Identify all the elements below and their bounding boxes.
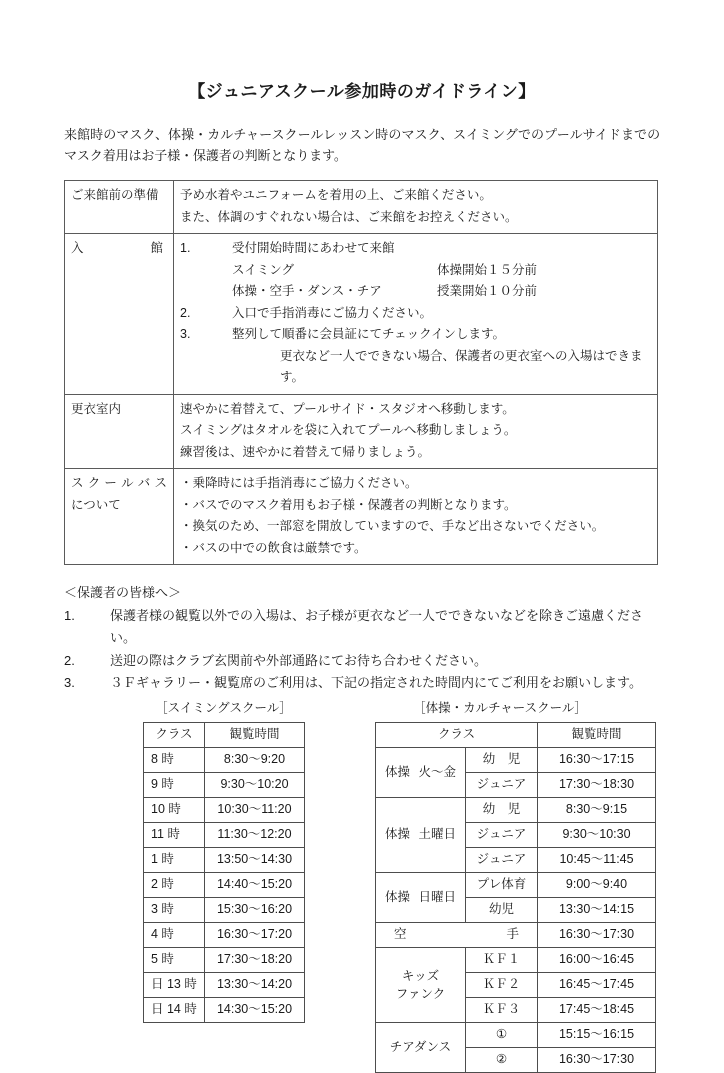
group-label-part: 日曜日 bbox=[418, 889, 456, 904]
cell-time: 9:30～10:20 bbox=[205, 773, 305, 798]
cell-time: 15:15～16:15 bbox=[538, 1023, 656, 1048]
numbered-item bbox=[180, 324, 651, 346]
table-row bbox=[144, 773, 305, 798]
cell-subclass: 幼 児 bbox=[466, 748, 538, 773]
cell-class: 11 時 bbox=[144, 823, 205, 848]
item-text: ３Ｆギャラリー・観覧席のご利用は、下記の指定された時間内にてご利用をお願いします。 bbox=[110, 674, 642, 690]
cell-time: 15:30～16:20 bbox=[205, 898, 305, 923]
row-content-entry bbox=[174, 234, 658, 395]
guideline-table bbox=[64, 180, 658, 565]
culture-schedule-table bbox=[375, 722, 656, 1073]
row-label-school-bus bbox=[65, 469, 174, 565]
cell-time: 17:45～18:45 bbox=[538, 998, 656, 1023]
cell-time: 16:00～16:45 bbox=[538, 948, 656, 973]
group-label-line-1: キッズ bbox=[401, 969, 440, 984]
cell-subclass: 幼児 bbox=[466, 898, 538, 923]
table-row bbox=[144, 923, 305, 948]
group-label-part: 火～金 bbox=[418, 764, 456, 779]
table-row bbox=[144, 823, 305, 848]
group-label-gym-weekday bbox=[376, 748, 466, 798]
table-row bbox=[376, 923, 656, 948]
cell-class: 5 時 bbox=[144, 948, 205, 973]
cell-subclass: ＫＦ３ bbox=[466, 998, 538, 1023]
table-row bbox=[144, 998, 305, 1023]
cell-subclass: ② bbox=[466, 1048, 538, 1073]
group-label-part: 体操 bbox=[385, 827, 411, 842]
cell-subclass: 幼 児 bbox=[466, 798, 538, 823]
cell-class: 3 時 bbox=[144, 898, 205, 923]
cell-subclass: ＫＦ１ bbox=[466, 948, 538, 973]
table-row bbox=[376, 1023, 656, 1048]
indented-item bbox=[180, 260, 651, 282]
cell-time: 16:45～17:45 bbox=[538, 973, 656, 998]
label-char: バ bbox=[137, 476, 151, 491]
schedule-captions bbox=[64, 698, 660, 720]
cell-time: 16:30～17:20 bbox=[205, 923, 305, 948]
cell-subclass: ジュニア bbox=[466, 773, 538, 798]
table-row bbox=[376, 948, 656, 973]
table-row bbox=[65, 394, 658, 469]
column-header-time: 観覧時間 bbox=[205, 723, 305, 748]
cell-class: 1 時 bbox=[144, 848, 205, 873]
table-row bbox=[65, 181, 658, 234]
table-header-row bbox=[144, 723, 305, 748]
text-line: スイミングはタオルを袋に入れてプールへ移動しましょう。 bbox=[180, 423, 517, 438]
label-char: 館 bbox=[150, 241, 163, 256]
parents-notice-heading: ＜保護者の皆様へ＞ bbox=[64, 585, 182, 601]
cell-time: 9:00～9:40 bbox=[538, 873, 656, 898]
item-text: 送迎の際はクラブ玄関前や外部通路にてお待ち合わせください。 bbox=[110, 652, 488, 668]
table-row bbox=[144, 948, 305, 973]
numbered-item bbox=[180, 238, 651, 260]
item-number: 2. bbox=[180, 305, 191, 320]
list-item bbox=[64, 650, 660, 672]
cell-time: 14:30～15:20 bbox=[205, 998, 305, 1023]
text-line: また、体調のすぐれない場合は、ご来館をお控えください。 bbox=[180, 209, 518, 224]
item-number: 1. bbox=[64, 607, 75, 623]
cell-class: 8 時 bbox=[144, 748, 205, 773]
bullet-line: ・バスでのマスク着用もお子様・保護者の判断となります。 bbox=[180, 497, 517, 512]
cell-time: 14:40～15:20 bbox=[205, 873, 305, 898]
group-label-karate bbox=[376, 923, 538, 948]
row-content-locker-room bbox=[174, 394, 658, 469]
cell-subclass: ジュニア bbox=[466, 823, 538, 848]
bullet-line: ・バスの中での飲食は厳禁です。 bbox=[180, 540, 367, 555]
numbered-item bbox=[180, 303, 651, 325]
label-line-2: について bbox=[71, 497, 121, 512]
cell-time: 17:30～18:30 bbox=[538, 773, 656, 798]
cell-time: 16:30～17:15 bbox=[538, 748, 656, 773]
row-label-entry bbox=[65, 234, 174, 395]
cell-class: 日 14 時 bbox=[144, 998, 205, 1023]
table-row bbox=[376, 873, 656, 898]
label-line-1 bbox=[71, 473, 167, 495]
list-item bbox=[64, 605, 660, 650]
table-row bbox=[144, 873, 305, 898]
table-row bbox=[65, 469, 658, 565]
group-label-line-2: ファンク bbox=[395, 987, 446, 1002]
item-value: 授業開始１０分前 bbox=[437, 284, 538, 299]
item-number: 1. bbox=[180, 241, 191, 256]
table-row bbox=[65, 234, 658, 395]
bullet-line: ・換気のため、一部窓を開放していますので、手など出さないでください。 bbox=[180, 519, 605, 534]
cell-subclass: ジュニア bbox=[466, 848, 538, 873]
group-label-gym-sunday bbox=[376, 873, 466, 923]
row-label-locker-room: 更衣室内 bbox=[65, 394, 174, 469]
cell-class: 4 時 bbox=[144, 923, 205, 948]
indented-item: 更衣など一人でできない場合、保護者の更衣室への入場はできます。 bbox=[280, 348, 643, 385]
column-header-time: 観覧時間 bbox=[538, 723, 656, 748]
table-row bbox=[376, 748, 656, 773]
group-label-part: 空 bbox=[394, 927, 407, 942]
cell-class: 9 時 bbox=[144, 773, 205, 798]
item-text: 整列して順番に会員証にてチェックインします。 bbox=[232, 327, 506, 342]
schedule-tables bbox=[64, 722, 660, 1067]
table-row bbox=[144, 798, 305, 823]
group-label-part: 手 bbox=[506, 927, 520, 942]
cell-subclass: ＫＦ２ bbox=[466, 973, 538, 998]
item-number: 2. bbox=[64, 652, 75, 668]
item-number: 3. bbox=[64, 674, 75, 690]
swimming-schedule-table bbox=[143, 722, 305, 1023]
item-label: 体操・空手・ダンス・チア bbox=[232, 284, 382, 299]
group-label-part: 土曜日 bbox=[418, 827, 456, 842]
item-text: 保護者様の観覧以外での入場は、お子様が更衣など一人でできないなどを除きご遠慮ください。 bbox=[110, 607, 644, 646]
group-label-kids-funk bbox=[376, 948, 466, 1023]
cell-time: 8:30～9:15 bbox=[538, 798, 656, 823]
row-label-preparation: ご来館前の準備 bbox=[65, 181, 174, 234]
item-text: 入口で手指消毒にご協力ください。 bbox=[232, 305, 433, 320]
group-label-part: 体操 bbox=[385, 764, 411, 779]
label-char: ー bbox=[104, 476, 117, 491]
cell-class: 10 時 bbox=[144, 798, 205, 823]
cell-class: 2 時 bbox=[144, 873, 205, 898]
item-text: 受付開始時間にあわせて来館 bbox=[232, 241, 395, 256]
cell-time: 16:30～17:30 bbox=[538, 923, 656, 948]
label-char: ス bbox=[154, 476, 167, 491]
table-row bbox=[376, 798, 656, 823]
text-line: 速やかに着替えて、プールサイド・スタジオへ移動します。 bbox=[180, 401, 515, 416]
indented-item bbox=[180, 281, 651, 303]
group-label-gym-saturday bbox=[376, 798, 466, 873]
cell-time: 16:30～17:30 bbox=[538, 1048, 656, 1073]
item-label: スイミング bbox=[232, 262, 295, 277]
cell-time: 17:30～18:20 bbox=[205, 948, 305, 973]
text-line: 練習後は、速やかに着替えて帰りましょう。 bbox=[180, 444, 431, 459]
row-content-preparation bbox=[174, 181, 658, 234]
label-char: 入 bbox=[71, 241, 84, 256]
table-header-row bbox=[376, 723, 656, 748]
label-char: ル bbox=[121, 476, 134, 491]
column-header-class: クラス bbox=[376, 723, 538, 748]
group-label-part: 体操 bbox=[385, 889, 411, 904]
culture-schedule-caption: ［体操・カルチャースクール］ bbox=[413, 701, 587, 716]
cell-time: 10:45～11:45 bbox=[538, 848, 656, 873]
list-item bbox=[64, 672, 660, 694]
cell-class: 日 13 時 bbox=[144, 973, 205, 998]
item-value: 体操開始１５分前 bbox=[437, 262, 538, 277]
text-line: 予め水着やユニフォームを着用の上、ご来館ください。 bbox=[180, 188, 492, 203]
cell-time: 8:30～9:20 bbox=[205, 748, 305, 773]
table-row bbox=[144, 848, 305, 873]
table-row bbox=[144, 898, 305, 923]
bullet-line: ・乗降時には手指消毒にご協力ください。 bbox=[180, 476, 418, 491]
table-row bbox=[144, 748, 305, 773]
cell-subclass: ① bbox=[466, 1023, 538, 1048]
column-header-class: クラス bbox=[144, 723, 205, 748]
cell-time: 9:30～10:30 bbox=[538, 823, 656, 848]
row-content-school-bus bbox=[174, 469, 658, 565]
group-label-cheer-dance: チアダンス bbox=[376, 1023, 466, 1073]
label-char: ス bbox=[71, 476, 84, 491]
cell-time: 13:30～14:15 bbox=[538, 898, 656, 923]
cell-subclass: プレ体育 bbox=[466, 873, 538, 898]
parents-notice bbox=[64, 582, 660, 694]
intro-paragraph: 来館時のマスク、体操・カルチャースクールレッスン時のマスク、スイミングでのプールサイドまでのマスク着用はお子様・保護者の判断となります。 bbox=[64, 127, 660, 164]
swimming-schedule-caption: ［スイミングスクール］ bbox=[155, 701, 292, 716]
cell-time: 10:30～11:20 bbox=[205, 798, 305, 823]
table-row bbox=[144, 973, 305, 998]
label-char: ク bbox=[87, 476, 101, 491]
item-number: 3. bbox=[180, 327, 191, 342]
cell-time: 11:30～12:20 bbox=[205, 823, 305, 848]
cell-time: 13:30～14:20 bbox=[205, 973, 305, 998]
page-title: 【ジュニアスクール参加時のガイドライン】 bbox=[188, 82, 536, 101]
cell-time: 13:50～14:30 bbox=[205, 848, 305, 873]
